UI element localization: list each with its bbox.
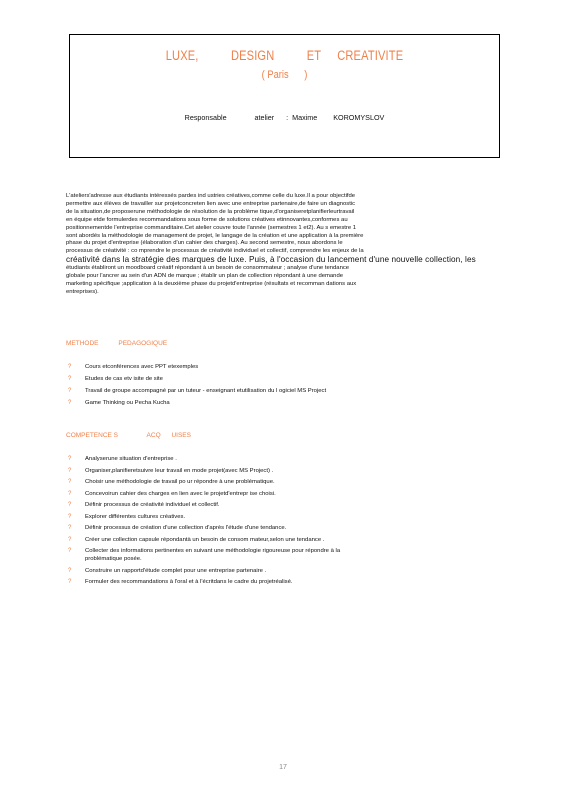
description-line: phase du projet d'entreprise (élaboration d'un cahier des charges). Au second semestre, nous abordons le [66,240,343,247]
description-line: en équipe etde formulerdes recommandations sous forme de solutions créatives etinnovantes,conformes au [66,216,348,223]
list-item-text: Construire un rapportd'étude complet pour une entreprise partenaire . [85,567,267,574]
description-line: permettre aux élèves de travailler sur projetconcreten lien avec une entreprise partenaire,de faire un diagnostic [66,200,356,207]
bullet-icon: ? [68,467,72,474]
list-item [68,467,498,475]
list-item [68,387,498,395]
description-line: positionnementde l'entreprise commanditaire.Cet atelier couvre toute l'année (semestres 1 et2). Au s emestre 1 [66,224,357,231]
bullet-icon: ? [68,567,72,574]
list-item [68,455,498,463]
description-line: sont abordés la méthodologie de management de projet, le langage de la création et une application à la première [66,232,364,239]
competences-heading: COMPETENCE S ACQ UISES [66,432,191,439]
list-item [68,490,498,498]
list-item-text: Choisir une méthodologie de travail po ur répondre à une problématique. [85,479,275,485]
course-title: LUXE, DESIGN ET CREATIVITE [165,48,404,63]
course-location: ( Paris ) [261,69,308,81]
description-line: L'ateliers'adresse aux étudiants intéressés pardes ind ustries créatives,comme celle du luxe.Il a pour objectifde [66,193,356,199]
list-item-text: Définir processus de création d'une collection d'après l'étude d'une tendance. [85,525,287,531]
bullet-icon: ? [68,525,72,531]
bullet-icon: ? [68,513,72,520]
list-item-text: Organiser,planifieretsuivre leur travail en mode projet(avec MS Project) . [85,467,274,474]
list-item [68,578,498,586]
list-item [68,363,498,371]
list-item [68,524,498,532]
bullet-icon: ? [68,490,72,497]
list-item-text: Etudes de cas etv isite de site [85,376,163,382]
list-item-text: Travail de groupe accompagné par un tuteur - enseignant etutilisation du l ogiciel MS Project [85,388,327,394]
list-item [68,567,498,575]
list-item [68,478,498,486]
bullet-icon: ? [68,502,72,508]
header-box [69,34,500,158]
bullet-icon: ? [68,388,72,394]
bullet-icon: ? [68,400,72,406]
list-item-text: problématique posée. [85,556,142,562]
description-line: créativité dans la stratégie des marques de luxe. Puis, à l'occasion du lancement d'une nouvelle collection, les [66,256,476,265]
description-line: étudiants établiront un moodboard créatif répondant à un besoin de consommateur ; analyse d'une tendance [66,265,350,272]
bullet-icon: ? [68,536,72,543]
list-item-text: Collecter des informations pertinentes en suivant une méthodologie rigoureuse pour répondre à la [85,548,341,554]
course-description [66,193,502,297]
list-item [68,536,498,544]
list-item [68,547,498,563]
bullet-icon: ? [68,548,72,554]
description-line: de la situation,de proposerune méthodologie de résolution de la problème tique,d'organiseretplanifierleurtravail [66,208,355,215]
list-item-text: Définir processus de créativité individuel et collectif. [85,502,220,508]
list-item [68,513,498,521]
list-item-text: Formuler des recommandations à l'oral et à l'écritdans le cadre du projetréalisé. [85,579,293,585]
list-item-text: Game Thinking ou Pecha Kucha [85,400,170,406]
list-item-text: Analyserune situation d'entreprise . [85,456,177,462]
list-item [68,501,498,509]
bullet-icon: ? [68,364,72,370]
page-number: 17 [279,764,287,771]
description-line: globale pour l'ancrer au sein d'un ADN de marque ; établir un plan de collection répondant à une demande [66,272,344,279]
bullet-icon: ? [68,479,72,485]
bullet-icon: ? [68,376,72,382]
description-line: entreprises). [66,288,99,295]
methode-heading: METHODE PEDAGOGIQUE [66,340,168,347]
list-item [68,399,498,407]
list-item-text: Cours etconférences avec PPT etexemples [85,364,199,370]
description-line: processus de créativité : co mprendre le processus de créativité individuel et collectif, comprendre les enjeux de la [66,248,364,255]
list-item-text: Explorer différentes cultures créatives. [85,513,186,520]
competences-list [68,455,498,590]
bullet-icon: ? [68,456,72,462]
course-responsible: Responsable atelier : Maxime KOROMYSLOV [184,113,385,122]
methode-list [68,363,498,411]
bullet-icon: ? [68,579,72,585]
list-item [68,375,498,383]
list-item-text: Concevoirun cahier des charges en lien avec le projetd'entrepr ise choisi. [85,490,276,497]
list-item-text: Créer une collection capsule répondantà un besoin de consom mateur,selon une tendance . [85,536,325,543]
description-line: marketing spécifique ;application à la deuxième phase du projetd'entreprise (résultats et recomman dations aux [66,280,357,287]
